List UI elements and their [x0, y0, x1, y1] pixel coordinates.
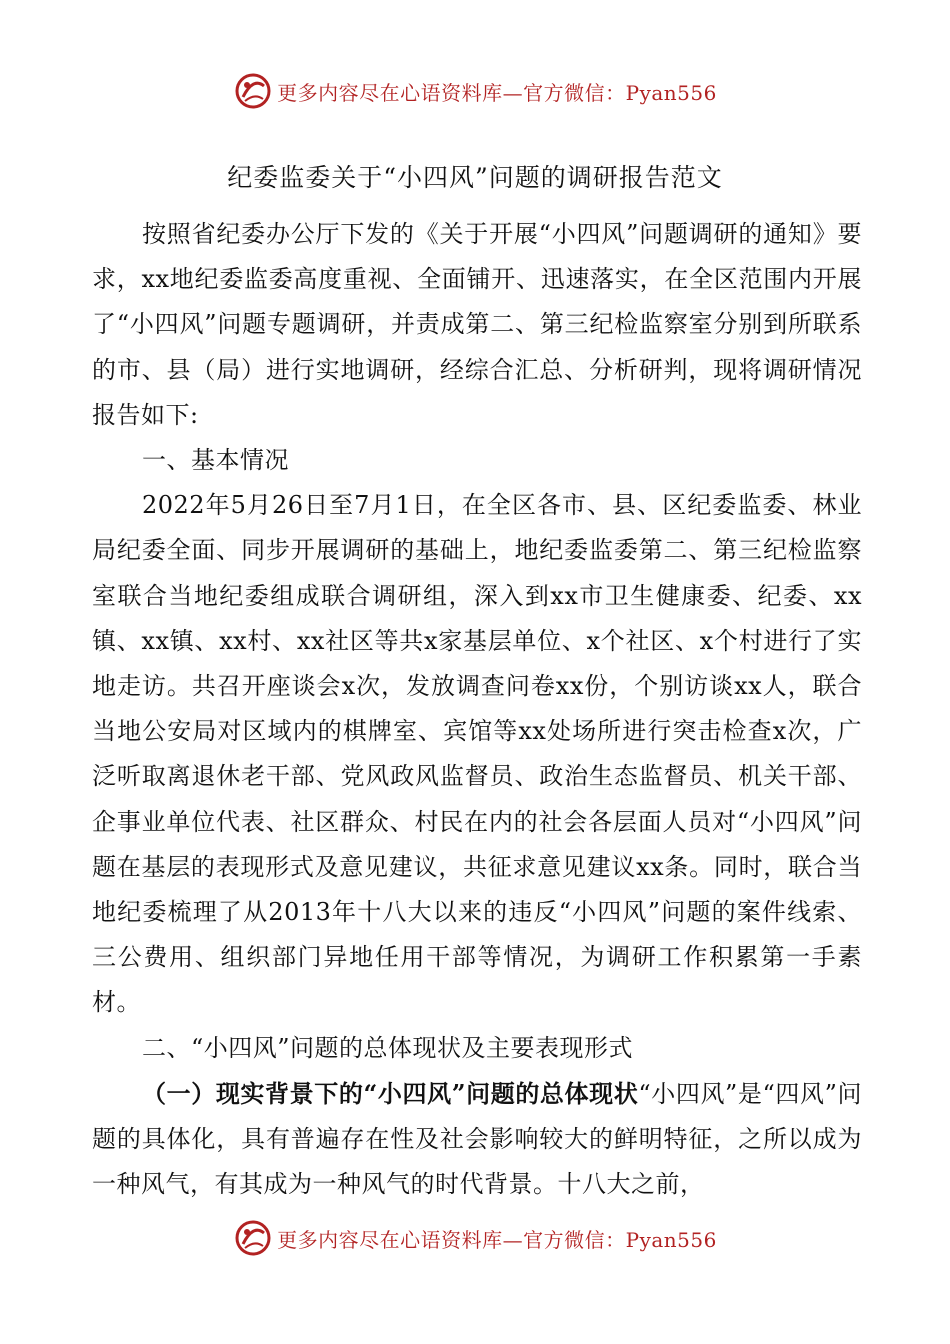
status-paragraph	[92, 1071, 862, 1208]
section-heading-basic: 一、基本情况	[142, 446, 289, 475]
section-heading-status: 二、“小四风”问题的总体现状及主要表现形式	[142, 1033, 634, 1062]
logo-icon	[233, 71, 273, 111]
footer-banner	[0, 1215, 950, 1261]
document-title: 纪委监委关于“小四风”问题的调研报告范文	[227, 163, 723, 192]
document-body	[92, 212, 862, 1207]
banner-text: 更多内容尽在心语资料库—官方微信：Pyan556	[277, 80, 717, 105]
header-banner	[0, 68, 950, 114]
banner-text: 更多内容尽在心语资料库—官方微信：Pyan556	[277, 1227, 717, 1252]
subsection-text: “小四风”是“四风”问题的具体化，具有普遍存在性及社会影响较大的鲜明特征，之所以成为一种风气，有其成为一种风气的时代背景。十八大之前，	[92, 1079, 863, 1199]
intro-paragraph: 按照省纪委办公厅下发的《关于开展“小四风”问题调研的通知》要求，xx地纪委监委高度重视、全面铺开、迅速落实，在全区范围内开展了“小四风”问题专题调研，并责成第二、第三纪检监察室分别到所联系的市、县（局）进行实地调研，经综合汇总、分析研判，现将调研情况报告如下:	[92, 220, 862, 429]
logo-icon	[233, 1218, 273, 1258]
basic-situation-paragraph: 2022年5月26日至7月1日，在全区各市、县、区纪委监委、林业局纪委全面、同步开展调研的基础上，地纪委监委第二、第三纪检监察室联合当地纪委组成联合调研组，深入到xx市卫生健康委、纪委、xx镇、xx镇、xx村、xx社区等共x家基层单位、x个社区、x个村进行了实地走访。共召开座谈会x次，发放调查问卷xx份，个别访谈xx人，联合当地公安局对区域内的棋牌室、宾馆等xx处场所进行突击检查x次，广泛听取离退休老干部、党风政风监督员、政治生态监督员、机关干部、企事业单位代表、社区群众、村民在内的社会各层面人员对“小四风”问题在基层的表现形式及意见建议，共征求意见建议xx条。同时，联合当地纪委梳理了从2013年十八大以来的违反“小四风”问题的案件线索、三公费用、组织部门异地任用干部等情况，为调研工作积累第一手素材。	[92, 491, 862, 1017]
subsection-heading: （一）现实背景下的“小四风”问题的总体现状	[142, 1078, 639, 1108]
